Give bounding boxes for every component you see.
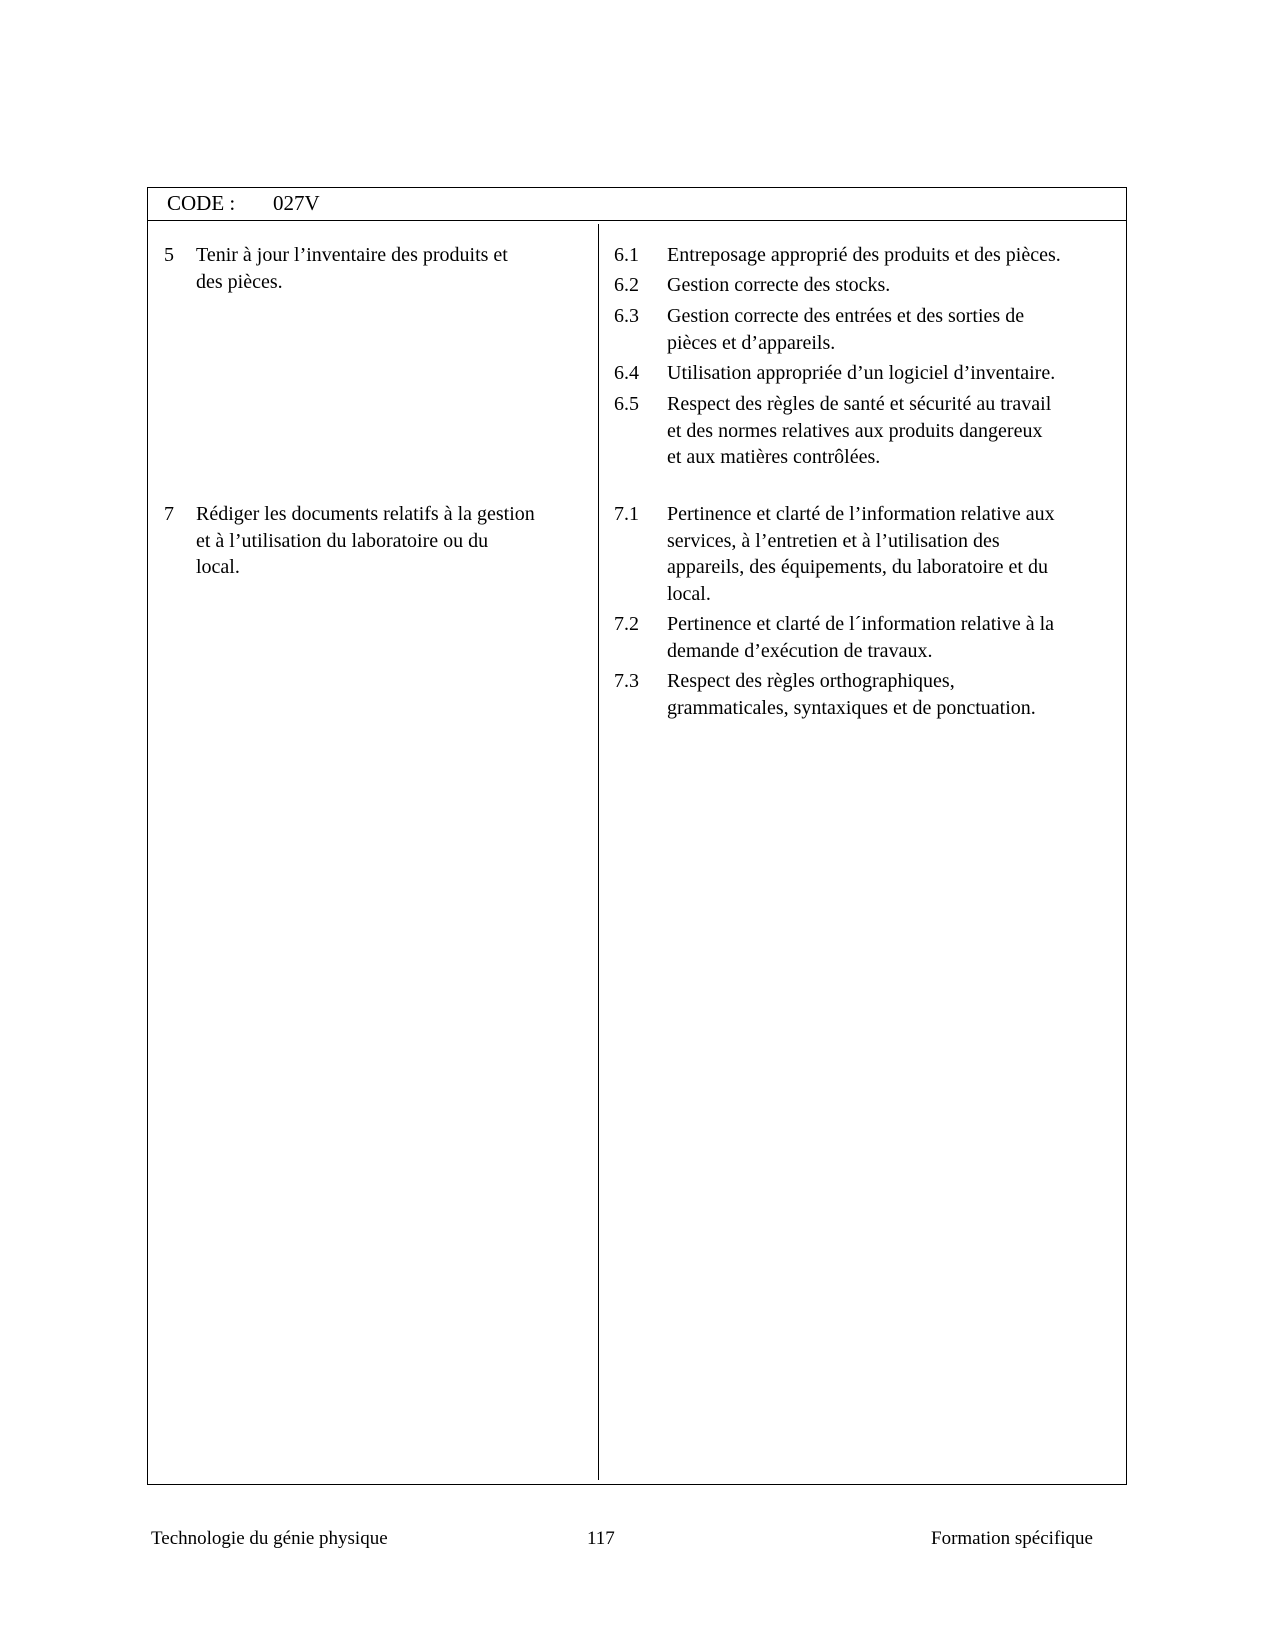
column-divider bbox=[598, 224, 599, 1480]
competency-table bbox=[147, 187, 1127, 1485]
criterion-line: local. bbox=[667, 582, 711, 605]
criterion-line: pièces et d’appareils. bbox=[667, 331, 836, 354]
criterion-line: Pertinence et clarté de l’information relative aux bbox=[667, 503, 1055, 525]
criterion-line: Respect des règles orthographiques, bbox=[667, 670, 955, 692]
criterion-number: 7.3 bbox=[614, 670, 639, 692]
criterion-text bbox=[667, 242, 1117, 269]
element-line: et à l’utilisation du laboratoire ou du bbox=[196, 529, 489, 552]
criterion-number: 6.1 bbox=[614, 244, 639, 266]
element-line: local. bbox=[196, 556, 240, 578]
criterion-line: Pertinence et clarté de l´information relative à la bbox=[667, 613, 1055, 635]
criterion-line: appareils, des équipements, du laboratoire et du bbox=[667, 556, 1048, 578]
criterion-number: 6.5 bbox=[614, 393, 639, 415]
element-number: 7 bbox=[164, 503, 174, 525]
criterion-line: services, à l’entretien et à l’utilisation des bbox=[667, 529, 1000, 552]
criterion-line: grammaticales, syntaxiques et de ponctuation. bbox=[667, 696, 1036, 719]
element-line: des pièces. bbox=[196, 270, 283, 293]
element-line: Tenir à jour l’inventaire des produits et bbox=[196, 244, 508, 266]
element-text bbox=[196, 501, 586, 581]
criterion-line: et des normes relatives aux produits dangereux bbox=[667, 419, 1043, 442]
criterion-text bbox=[667, 360, 1117, 387]
criterion-line: et aux matières contrôlées. bbox=[667, 446, 881, 468]
criterion-line: Entreposage approprié des produits et des pièces. bbox=[667, 244, 1061, 266]
criterion-text bbox=[667, 501, 1117, 607]
criterion-number: 7.1 bbox=[614, 503, 639, 525]
criterion-number: 6.2 bbox=[614, 274, 639, 296]
criterion-line: Utilisation appropriée d’un logiciel d’inventaire. bbox=[667, 362, 1056, 384]
criterion-text bbox=[667, 303, 1117, 356]
code-value: 027V bbox=[273, 191, 320, 215]
criterion-text bbox=[667, 668, 1117, 721]
element-line: Rédiger les documents relatifs à la gestion bbox=[196, 503, 535, 525]
criterion-text bbox=[667, 272, 1117, 299]
element-number: 5 bbox=[164, 244, 174, 266]
criterion-line: Gestion correcte des entrées et des sorties de bbox=[667, 305, 1025, 327]
element-text bbox=[196, 242, 586, 295]
code-label: CODE : bbox=[167, 191, 236, 215]
criterion-text bbox=[667, 611, 1117, 664]
criterion-line: Gestion correcte des stocks. bbox=[667, 274, 891, 296]
footer-page-number: 117 bbox=[587, 1528, 615, 1549]
footer-section-title: Formation spécifique bbox=[931, 1528, 1093, 1549]
criterion-number: 6.3 bbox=[614, 305, 639, 327]
criterion-text bbox=[667, 391, 1117, 471]
code-header-row bbox=[148, 188, 1126, 221]
criterion-line: Respect des règles de santé et sécurité au travail bbox=[667, 393, 1052, 415]
footer-program-title: Technologie du génie physique bbox=[151, 1528, 388, 1549]
criterion-number: 6.4 bbox=[614, 362, 639, 384]
criterion-number: 7.2 bbox=[614, 613, 639, 635]
criterion-line: demande d’exécution de travaux. bbox=[667, 639, 933, 662]
